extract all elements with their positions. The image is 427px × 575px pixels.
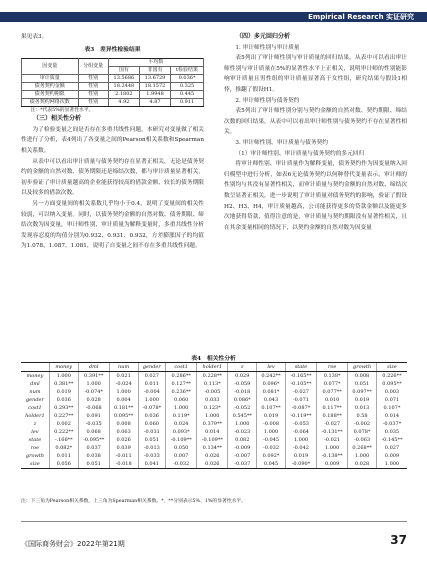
- table4-row: [21, 460, 407, 469]
- table3-header-cell: 平均数: [108, 59, 203, 67]
- table4-cell: -0.052: [228, 404, 257, 412]
- table4-cell: 0.041: [138, 460, 166, 469]
- table4-cell: 0.009: [317, 460, 348, 469]
- table4-cell: 1.000: [109, 388, 138, 396]
- table4-cell: -0.027: [285, 388, 316, 396]
- table3-cell: 债务契约期限: [22, 91, 79, 99]
- table4-header-cell: size: [376, 363, 407, 372]
- table4-cell: dml: [30, 381, 40, 387]
- table4-header-cell: holder1: [197, 363, 228, 372]
- table3-header-cell: 非国有: [139, 67, 170, 75]
- table3-cell: 13.6729: [139, 75, 170, 83]
- table4-cell: 1.000: [257, 428, 286, 436]
- body-paragraph: 另一方面变量间的相关系数几乎均小于0.4，说明了变量间的相关性较弱，可以纳入变量。同时，以债务契约金额的自然对数、债务期限、缔结次数为因变量，审计师性别、审计质量为解释变量时，多重共线性分析发现容忍度的均值分别为0.932、0.931、0.932，方差膨胀因子的均值为1.078、1.087、1.081，说明了自变量之间不存在多重共线性问题。: [21, 200, 204, 250]
- table4-cell: -0.068: [78, 404, 109, 412]
- table4-cell: state: [28, 437, 42, 443]
- table4-cell: 0.008: [348, 372, 377, 381]
- table4-cell: roe: [30, 445, 40, 451]
- table4-cell: 0.086*: [228, 396, 257, 404]
- table4-cell: 0.226**: [376, 372, 407, 381]
- table4-cell: -0.064: [285, 428, 316, 436]
- table4-cell: 0.227**: [49, 412, 78, 420]
- table3-cell: 债务契约网络次数: [22, 99, 79, 107]
- table4-cell: 0.063: [109, 428, 138, 436]
- right-column: [224, 32, 407, 233]
- table4-cell: -0.008: [257, 420, 286, 428]
- body-paragraph: 从表中可以看出审计质量与债务契约存在显著正相关，无论是债务契约的金额的自然对数、债务期限还是缔结次数，都与审计质量显著相关，初步验证了审计质量越高的企业能获得较高的借款金额、较长的债务期限以及较多的借款次数。: [21, 158, 204, 197]
- table4-cell: holder1: [25, 413, 45, 419]
- table4-cell: 0.095**: [376, 380, 407, 388]
- table4-cell: -0.024: [109, 380, 138, 388]
- table4-cell: 0.026: [197, 460, 228, 469]
- table4-cell: 0.003: [376, 388, 407, 396]
- table4-cell: 0.381**: [49, 380, 78, 388]
- table4-cell: 0.037: [78, 444, 109, 452]
- table4-cell: 0.028: [348, 460, 377, 469]
- footer-divider: [21, 521, 407, 522]
- table4-cell: 0.014: [197, 428, 228, 436]
- table4-cell: 0.068: [78, 428, 109, 436]
- table4-row: [21, 396, 407, 404]
- table4-cell: gender: [25, 397, 44, 403]
- table4-cell: 0.013: [348, 404, 377, 412]
- subsection-heading: 1. 审计师性别与审计质量: [235, 44, 300, 51]
- section-heading: （四）多元回归分析: [236, 33, 291, 40]
- table4-cell: 0.268**: [348, 444, 377, 452]
- table4-header-cell: state: [285, 363, 316, 372]
- table4-cell: 1.000: [166, 404, 197, 412]
- table3-cell: 债务契约金额: [22, 83, 79, 91]
- table4-cell: 0.036: [49, 396, 78, 404]
- table4-cell: 0.188**: [317, 412, 348, 420]
- table4-cell: 0.242**: [257, 372, 286, 381]
- table4-cell: 0.134**: [197, 444, 228, 452]
- section-header-title: Empirical Research 实证研究: [308, 13, 414, 21]
- table4-cell: 0.077**: [317, 388, 348, 396]
- table4-cell: 0.123*: [197, 404, 228, 412]
- table3-cell: 2.1802: [108, 91, 139, 99]
- subsection-heading: （1）审计师性别、审计质量与债务契约的多元回归: [235, 150, 365, 157]
- table3-cell: 0.911: [171, 99, 204, 107]
- table4-header-cell: z: [228, 363, 257, 372]
- table4-cell: size: [21, 460, 49, 469]
- table4-cell: 0.096*: [257, 380, 286, 388]
- page-number: 37: [390, 533, 407, 547]
- table4-cell: -0.037*: [376, 420, 407, 428]
- table4-cell: -0.053: [285, 420, 316, 428]
- table4-cell: 0.026: [197, 452, 228, 460]
- table4-header-cell: dml: [78, 363, 109, 372]
- table4-header-cell: num: [109, 363, 138, 372]
- table4-caption: 表4 相关性分析: [191, 356, 236, 362]
- table3-row: [22, 91, 204, 99]
- table4-cell: 0.024: [166, 420, 197, 428]
- table4-cell: -0.063: [348, 436, 377, 444]
- table4-cell: -0.074*: [78, 388, 109, 396]
- table4-cell: 0.093*: [166, 428, 197, 436]
- table3-cell: 1.9948: [139, 91, 170, 99]
- table3-cell: 18.2448: [108, 83, 139, 91]
- table3-caption: 表3 差异性检验结果: [84, 46, 141, 53]
- table4-cell: -0.059: [228, 380, 257, 388]
- table4-cell: -0.090*: [285, 460, 316, 469]
- table4-cell: 0.033: [197, 396, 228, 404]
- table4-header-cell: growth: [348, 363, 377, 372]
- table4-cell: 0.078*: [348, 428, 377, 436]
- table4-row: [21, 436, 407, 444]
- table4-cell: 0.379**: [197, 420, 228, 428]
- table3-cell: 0.325: [171, 83, 204, 91]
- table3-cell: 4.87: [139, 99, 170, 107]
- table4-cell: 0.091: [78, 412, 109, 420]
- table4-cell: lev: [31, 429, 39, 435]
- table4-cell: 0.050: [166, 444, 197, 452]
- table4-cell: 0.181**: [109, 404, 138, 412]
- table3-row: [22, 83, 204, 91]
- table4-cell: -0.045: [257, 436, 286, 444]
- table4-cell: -0.023: [228, 428, 257, 436]
- journal-footer: 《国际商务财会》2022年第21期: [21, 540, 125, 548]
- table4-cell: -0.109**: [197, 436, 228, 444]
- table4-cell: -0.031: [138, 428, 166, 436]
- table4-cell: -0.011: [109, 452, 138, 460]
- table4-cell: 0.027: [376, 444, 407, 452]
- table4-cell: 1.000: [78, 380, 109, 388]
- table4-cell: -0.109**: [166, 436, 197, 444]
- table4-header-cell: cost1: [166, 363, 197, 372]
- table4-cell: 0.051: [138, 436, 166, 444]
- table4-cell: -0.032: [257, 444, 286, 452]
- table4-header-cell: money: [49, 363, 78, 372]
- table4-cell: -0.035: [78, 420, 109, 428]
- table4-row: [21, 420, 407, 428]
- table3-note: 注：*代表5%的显著性水平。: [30, 108, 94, 114]
- left-column: [21, 32, 204, 252]
- table4-cell: 0.077*: [317, 380, 348, 388]
- body-paragraph: 表5列出了审计师性别与审计质量的回归结果，从表中可以看出审计师性别与审计质量在5%的显著性水平上正相关，说明审计师的性别能影响审计质量且男性组的审计质量显著高于女性组，研究结果与假设1相悖，推翻了假设H1。: [224, 55, 407, 93]
- table4-cell: -0.071: [285, 396, 316, 404]
- table4: [21, 362, 407, 469]
- table4-cell: 1.000: [197, 412, 228, 420]
- table4-cell: -0.033: [138, 452, 166, 460]
- table4-cell: 0.051: [348, 380, 377, 388]
- table4-cell: 0.58: [348, 412, 377, 420]
- table4-cell: 0.036: [138, 412, 166, 420]
- table4-header-cell: roe: [317, 363, 348, 372]
- table4-row: [21, 428, 407, 436]
- table4-cell: 0.117**: [317, 404, 348, 412]
- table4-note: 注：下三角为Pearson相关系数，上三角为Spearman相关系数。*、**分别表示5%、1%的显著性水平。: [21, 499, 247, 504]
- table4-cell: 0.119*: [166, 412, 197, 420]
- table4-cell: 0.127**: [166, 380, 197, 388]
- table4-cell: 0.014: [376, 412, 407, 420]
- table4-cell: -0.021: [317, 436, 348, 444]
- table4-cell: num: [29, 389, 41, 395]
- table4-cell: -0.009: [228, 444, 257, 452]
- table4-cell: -0.004: [138, 388, 166, 396]
- table4-cell: 0.056: [49, 460, 78, 469]
- table4-cell: 0.021: [109, 372, 138, 381]
- table4-cell: -0.087*: [285, 404, 316, 412]
- table4-cell: -0.131**: [317, 428, 348, 436]
- table4-cell: 0.228**: [197, 372, 228, 381]
- table4-cell: 0.019: [348, 396, 377, 404]
- table3-cell: 18.1572: [139, 83, 170, 91]
- table4-cell: 1.000: [285, 436, 316, 444]
- table4-cell: -0.078*: [138, 404, 166, 412]
- table4-cell: 0.035: [376, 428, 407, 436]
- table4-cell: 0.060: [138, 420, 166, 428]
- table3-row: [22, 99, 204, 107]
- table3-header-cell: t检验结果: [171, 67, 204, 75]
- table4-row: [21, 452, 407, 460]
- subsection-heading: 3. 审计师性别、审计质量与债务契约: [235, 139, 328, 146]
- table4-cell: 0.107**: [257, 404, 286, 412]
- table4-cell: 0.071: [376, 396, 407, 404]
- intro-text: 果见表3。: [21, 34, 48, 40]
- table4-cell: 0.082: [228, 436, 257, 444]
- table4-cell: -0.037: [228, 460, 257, 469]
- table4-cell: cost1: [28, 405, 42, 411]
- table4-cell: 0.107*: [376, 404, 407, 412]
- table4-cell: 0.545**: [228, 412, 257, 420]
- table4-cell: 0.043: [257, 396, 286, 404]
- section-heading: （三）相关性分析: [33, 115, 82, 123]
- table4-cell: 0.236**: [166, 388, 197, 396]
- table4-cell: 0.081*: [257, 388, 286, 396]
- table3-cell: 性别: [78, 91, 108, 99]
- table4-cell: -0.013: [138, 444, 166, 452]
- table3-header-cell: 国有: [108, 67, 139, 75]
- table4-cell: 0.010: [317, 396, 348, 404]
- table4-cell: 0.004: [109, 396, 138, 404]
- table4-cell: -0.138**: [317, 452, 348, 460]
- table3-cell: 0.036*: [171, 75, 204, 83]
- table3-cell: 性别: [78, 99, 108, 107]
- table4-cell: 0.007: [166, 452, 197, 460]
- table3-cell: 审计质量: [22, 75, 79, 83]
- table4-cell: 0.097**: [348, 388, 377, 396]
- table4-cell: -.166**: [49, 436, 78, 444]
- table4-cell: 0.039: [109, 444, 138, 452]
- table4-cell: -0.105**: [285, 380, 316, 388]
- table4-cell: 0.019: [285, 452, 316, 460]
- table4-cell: -0.042: [285, 444, 316, 452]
- table4-cell: 0.009: [376, 452, 407, 460]
- table4-cell: -0.018: [228, 388, 257, 396]
- table4-cell: 0.019: [257, 412, 286, 420]
- body-paragraph: 将审计师性别、审计质量作为解释变量，债务契约作为因变量纳入回归模型中进行分析，如表6无论债务契约以何种替代变量表示，审计师的性别均与其没有显著性相关，而审计质量与契约金额的自然对数、缔结次数呈显著正相关，进一步说明了审计质量对债务契约的影响，验证了假设H2、H3、H4，审计质量越高，公司能获得更多的贷款金额以及能更多次地获得贷款，值得注意的是，审计质量与契约期限没有显著性相关，且在其余变量相同的情况下，以契约金额的自然对数为因变量: [224, 161, 407, 231]
- table4-cell: 0.026: [109, 436, 138, 444]
- table4-cell: -0.005: [197, 388, 228, 396]
- table4-header-cell: lev: [257, 363, 286, 372]
- subsection-heading: 2. 审计师性别与债务契约: [235, 97, 300, 104]
- table4-cell: -0.007: [228, 452, 257, 460]
- table4-cell: 0.019: [49, 388, 78, 396]
- body-paragraph: 表5列出了审计师性别分别与契约金额的自然对数、契约期限、缔结次数的回归结果，从表中可以看出审计师性别与债务契约不存在显著性相关。: [224, 108, 407, 136]
- table3-header-cell: 因变量: [22, 59, 79, 75]
- table3-cell: 0.445: [171, 91, 204, 99]
- table4-row: [21, 404, 407, 412]
- table3-cell: 性别: [78, 83, 108, 91]
- table4-row: [21, 380, 407, 388]
- table4-cell: 1.000: [376, 460, 407, 469]
- table4-cell: 0.011: [49, 452, 78, 460]
- table4-cell: 1.000: [317, 444, 348, 452]
- table4-cell: 1.000: [49, 372, 78, 381]
- table4-row: [21, 388, 407, 396]
- table4-header-cell: gender: [138, 363, 166, 372]
- table4-cell: -0.018: [109, 460, 138, 469]
- table4-cell: 0.045: [257, 460, 286, 469]
- table4-cell: 0.027: [138, 372, 166, 381]
- table4-cell: 0.222**: [49, 428, 78, 436]
- table4-cell: 0.092*: [257, 452, 286, 460]
- table4-row: [21, 444, 407, 452]
- table4-header-cell: [21, 363, 49, 372]
- table3-cell: 13.5686: [108, 75, 139, 83]
- table4-cell: 0.391**: [78, 372, 109, 381]
- table3-header-cell: 分组变量: [78, 59, 108, 75]
- table4-cell: money: [26, 373, 44, 379]
- table4-cell: 0.029: [228, 372, 257, 381]
- table4-cell: -0.119**: [285, 412, 316, 420]
- table4-cell: 0.028: [78, 396, 109, 404]
- table4-cell: 1.000: [228, 420, 257, 428]
- table4-cell: 0.095**: [109, 412, 138, 420]
- table4-cell: 0.038: [78, 452, 109, 460]
- table4-cell: 0.293**: [49, 404, 78, 412]
- table4-cell: -0.145**: [376, 436, 407, 444]
- table4-cell: 1.000: [138, 396, 166, 404]
- table4-cell: -0.165**: [285, 372, 316, 381]
- table4-row: [21, 372, 407, 381]
- table4-cell: 0.008: [109, 420, 138, 428]
- table4-cell: -0.002: [348, 420, 377, 428]
- table4-cell: 0.011: [138, 380, 166, 388]
- table4-cell: z: [33, 421, 37, 427]
- table3-cell: 4.92: [108, 99, 139, 107]
- table4-row: [21, 412, 407, 420]
- table3-row: [22, 75, 204, 83]
- table4-cell: growth: [25, 453, 44, 459]
- table4-cell: 0.082*: [49, 444, 78, 452]
- table4-cell: 0.138*: [317, 372, 348, 381]
- table4-cell: -0.027: [317, 420, 348, 428]
- table4-cell: 0.060: [166, 396, 197, 404]
- table4-cell: 0.113*: [197, 380, 228, 388]
- table4-cell: 1.000: [348, 452, 377, 460]
- table4-cell: 0.051: [78, 460, 109, 469]
- table4-cell: 0.002: [49, 420, 78, 428]
- table4-cell: 0.286**: [166, 372, 197, 381]
- table3-cell: 性别: [78, 75, 108, 83]
- table4-cell: -0.095**: [78, 436, 109, 444]
- table4-cell: -0.032: [166, 460, 197, 469]
- table3: [21, 58, 204, 107]
- body-paragraph: 为了检验变量之间是否存在多重共线性问题，本研究对变量做了相关性进行了分析，表4列出了各变量之间的Pearson相关系数和Spearman相关系数。: [21, 126, 204, 154]
